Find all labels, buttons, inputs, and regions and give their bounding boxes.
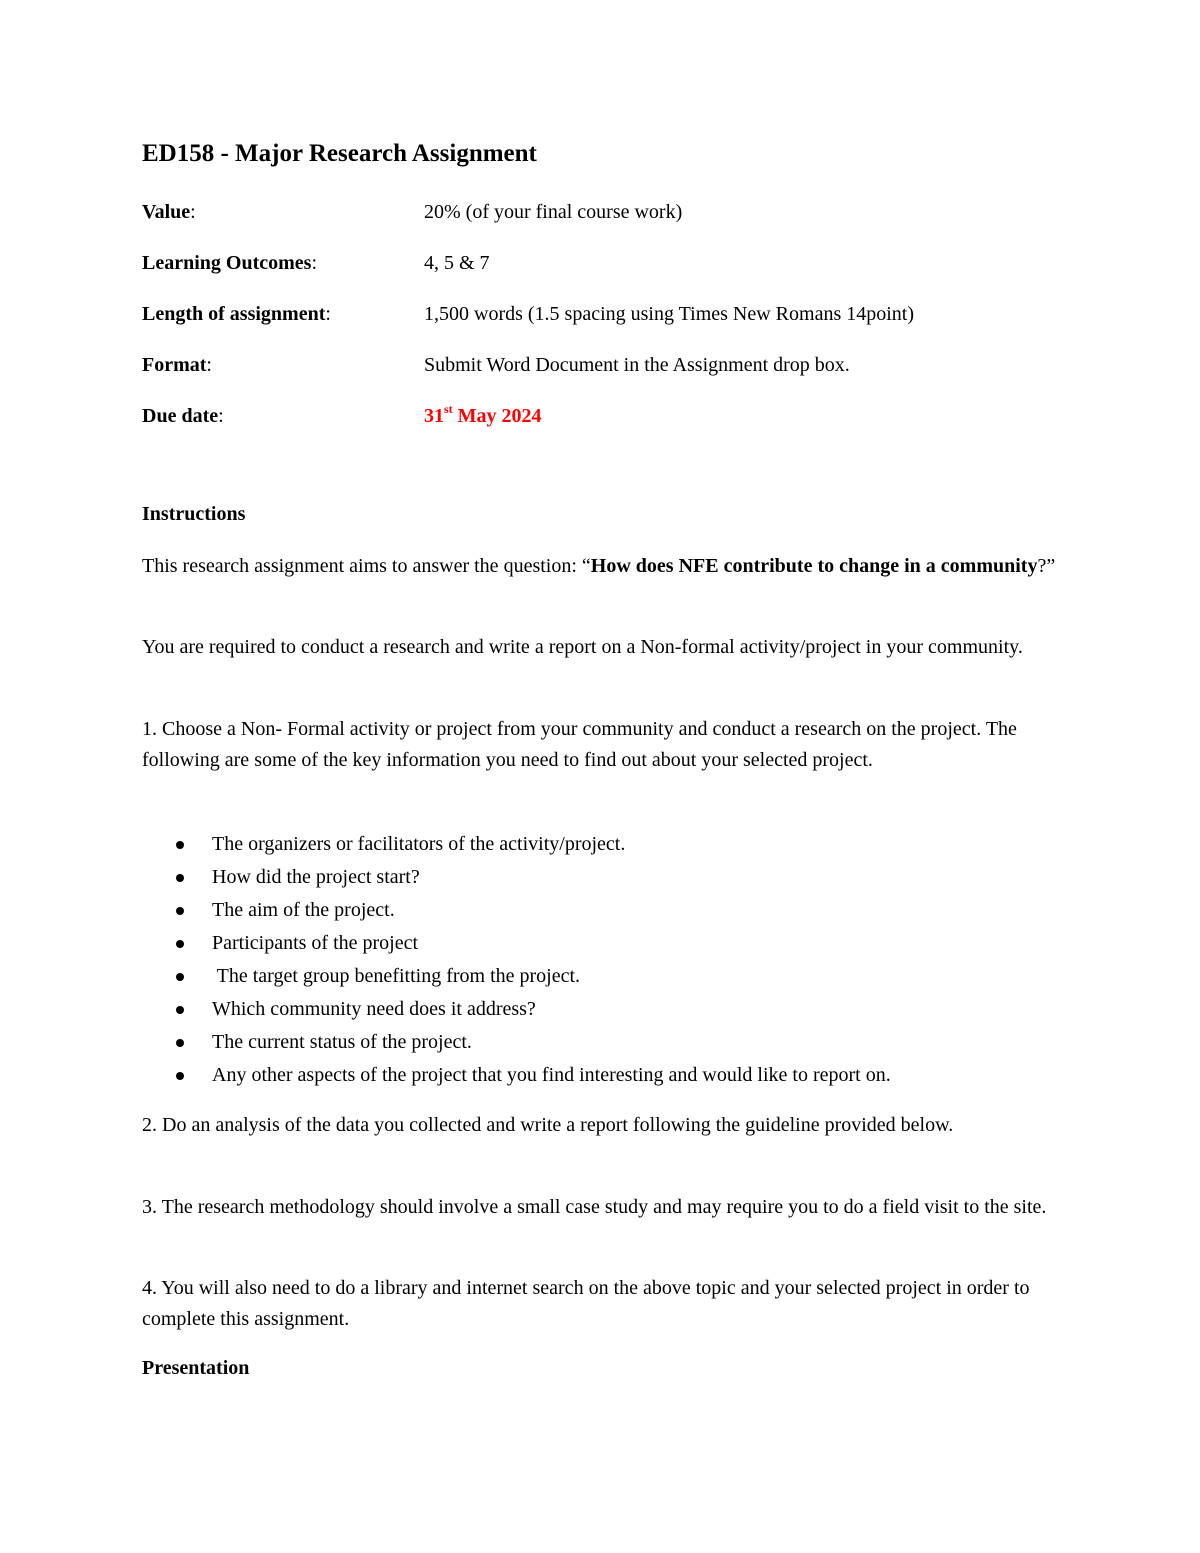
step-1-paragraph: 1. Choose a Non- Formal activity or project from your community and conduct a research on the project. The following are some of the key information you need to find out about your selected project. <box>142 718 1017 771</box>
document-title: ED158 - Major Research Assignment <box>142 140 537 167</box>
step-4-paragraph: 4. You will also need to do a library and internet search on the above topic and your selected project in order to complete this assignment. <box>142 1277 1030 1330</box>
list-item: Participants of the project <box>142 927 891 960</box>
bullet-icon <box>176 1006 184 1014</box>
meta-label-length: Length of assignment <box>142 303 326 325</box>
due-date-value: 31st May 2024 <box>424 402 542 427</box>
bullet-icon <box>176 841 184 849</box>
meta-label-due: Due date <box>142 405 219 427</box>
bullet-icon <box>176 940 184 948</box>
meta-text-outcomes: 4, 5 & 7 <box>424 252 490 274</box>
step-2-paragraph: 2. Do an analysis of the data you collected and write a report following the guideline provided below. <box>142 1114 954 1136</box>
requirement-paragraph: You are required to conduct a research and write a report on a Non-formal activity/project in your community. <box>142 636 1023 658</box>
list-item: The organizers or facilitators of the activity/project. <box>142 828 891 861</box>
bullet-icon <box>176 1072 184 1080</box>
list-item: Which community need does it address? <box>142 993 891 1026</box>
meta-label-format: Format <box>142 354 207 376</box>
list-item: The current status of the project. <box>142 1026 891 1059</box>
research-question: How does NFE contribute to change in a community <box>590 555 1038 577</box>
bullet-icon <box>176 874 184 882</box>
meta-text-value: 20% (of your final course work) <box>424 201 683 223</box>
list-item: How did the project start? <box>142 861 891 894</box>
list-item: The aim of the project. <box>142 894 891 927</box>
meta-label-value: Value <box>142 201 191 223</box>
meta-text-format: Submit Word Document in the Assignment drop box. <box>424 354 850 376</box>
meta-text-length: 1,500 words (1.5 spacing using Times New Romans 14point) <box>424 303 914 325</box>
bullet-icon <box>176 1039 184 1047</box>
presentation-heading: Presentation <box>142 1357 250 1379</box>
list-item: The target group benefitting from the project. <box>142 960 891 993</box>
bullet-icon <box>176 973 184 981</box>
document-page: ED158 - Major Research Assignment Value: 20% (of your final course work) Learning Outcomes: 4, 5 & 7 Length of assignment: 1,500 words (1.5 spacing using Times New Romans 14point) Format: Submit Word Document in the Assignment drop box. Due date: 31st May 2024 Instructions This research assignment aims to answer the question: “How does NFE contribute to change in a community?” You are required to conduct a research and write a report on a Non-formal activity/project in your community. 1. Choose a Non- Formal activity or project from your community and conduct a research on the project. The following are some of the key information you need to find out about your selected project. The organizers or facilitators of the activity/project. How did the project start? The aim of the project. Participants of the project The target group benefitting from the project. Which community need does it address? The current status of the project. Any other aspects of the project that you find interesting and would like to report on. 2. Do an analysis of the data you collected and write a report following the guideline provided below. 3. The research methodology should involve a small case study and may require you to do a field visit to the site. 4. You will also need to do a library and internet search on the above topic and your selected project in order to complete this assignment. Presentation <box>142 0 1072 1553</box>
bullet-icon <box>176 907 184 915</box>
step-3-paragraph: 3. The research methodology should involve a small case study and may require you to do a field visit to the site. <box>142 1196 1047 1218</box>
instructions-heading: Instructions <box>142 503 246 525</box>
key-information-list <box>142 828 891 1092</box>
meta-label-outcomes: Learning Outcomes <box>142 252 312 274</box>
list-item: Any other aspects of the project that you find interesting and would like to report on. <box>142 1059 891 1092</box>
research-question-paragraph: This research assignment aims to answer the question: “How does NFE contribute to change in a community?” <box>142 555 1056 577</box>
